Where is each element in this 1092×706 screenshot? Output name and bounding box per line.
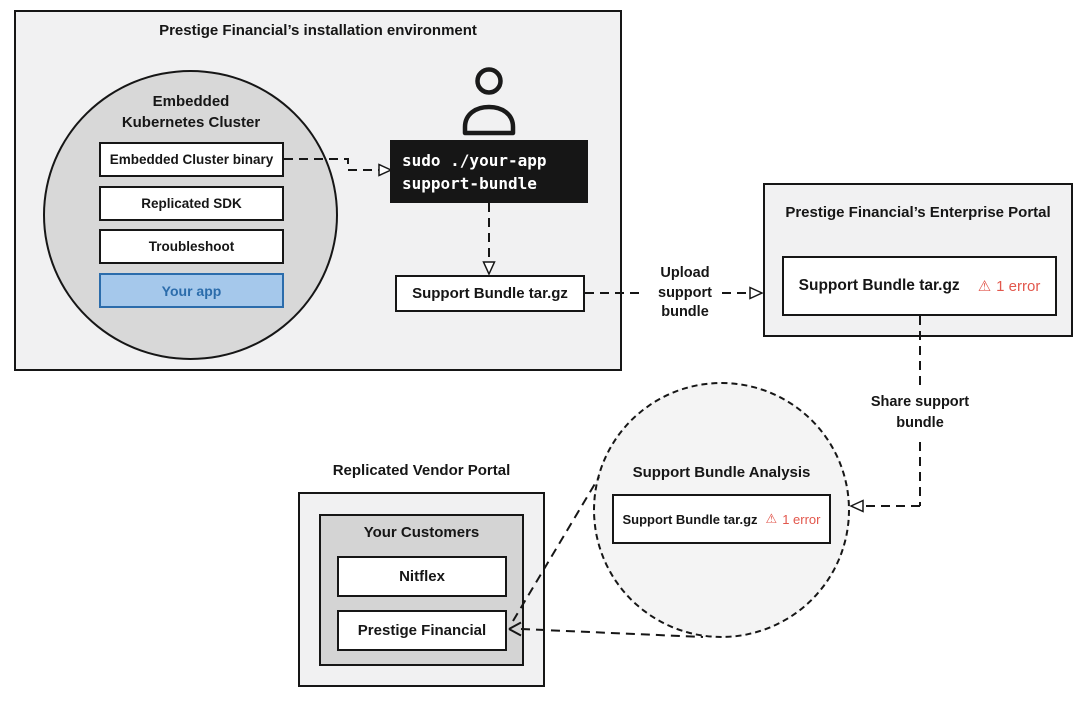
- installation-environment-title: Prestige Financial’s installation environment: [159, 22, 477, 39]
- share-support-bundle-label: Share support bundle: [870, 394, 970, 431]
- connector-tangent-lower: [521, 629, 703, 637]
- enterprise-error-count: 1 error: [996, 277, 1041, 295]
- arrowhead-left-icon: [851, 501, 863, 512]
- customer-prestige-financial-box: Prestige Financial: [337, 610, 507, 651]
- warning-icon: ⚠: [765, 511, 778, 527]
- replicated-sdk-box: Replicated SDK: [99, 186, 284, 221]
- terminal-line2: support-bundle: [402, 174, 537, 193]
- enterprise-portal-title: Prestige Financial’s Enterprise Portal: [785, 204, 1051, 221]
- cluster-title-line2: Kubernetes Cluster: [121, 114, 261, 131]
- support-bundle-analysis-title: Support Bundle Analysis: [632, 464, 811, 481]
- embedded-kubernetes-cluster-title: [96, 91, 286, 133]
- person-icon: [461, 66, 517, 136]
- upload-support-bundle-label: Upload support bundle: [658, 265, 712, 320]
- enterprise-error-badge: [978, 277, 1041, 295]
- arrowhead-right-icon: [750, 288, 762, 299]
- terminal-command-box: [390, 140, 588, 203]
- enterprise-portal-bundle-box: [782, 256, 1057, 316]
- enterprise-bundle-label: Support Bundle tar.gz: [798, 277, 960, 294]
- embedded-cluster-binary-box: Embedded Cluster binary: [99, 142, 284, 177]
- analysis-error-count: 1 error: [782, 511, 821, 527]
- analysis-error-badge: [766, 512, 821, 527]
- warning-icon: ⚠: [977, 277, 992, 295]
- your-app-box: Your app: [99, 273, 284, 308]
- your-customers-title: Your Customers: [363, 524, 480, 541]
- support-bundle-targz-box: Support Bundle tar.gz: [395, 275, 585, 312]
- terminal-line1: sudo ./your-app: [402, 151, 547, 170]
- analysis-bundle-box: [612, 494, 831, 544]
- vendor-portal-title: Replicated Vendor Portal: [332, 462, 511, 479]
- troubleshoot-box: Troubleshoot: [99, 229, 284, 264]
- cluster-title-line1: Embedded: [152, 93, 230, 110]
- customer-nitflex-box: Nitflex: [337, 556, 507, 597]
- analysis-bundle-label: Support Bundle tar.gz: [622, 511, 758, 527]
